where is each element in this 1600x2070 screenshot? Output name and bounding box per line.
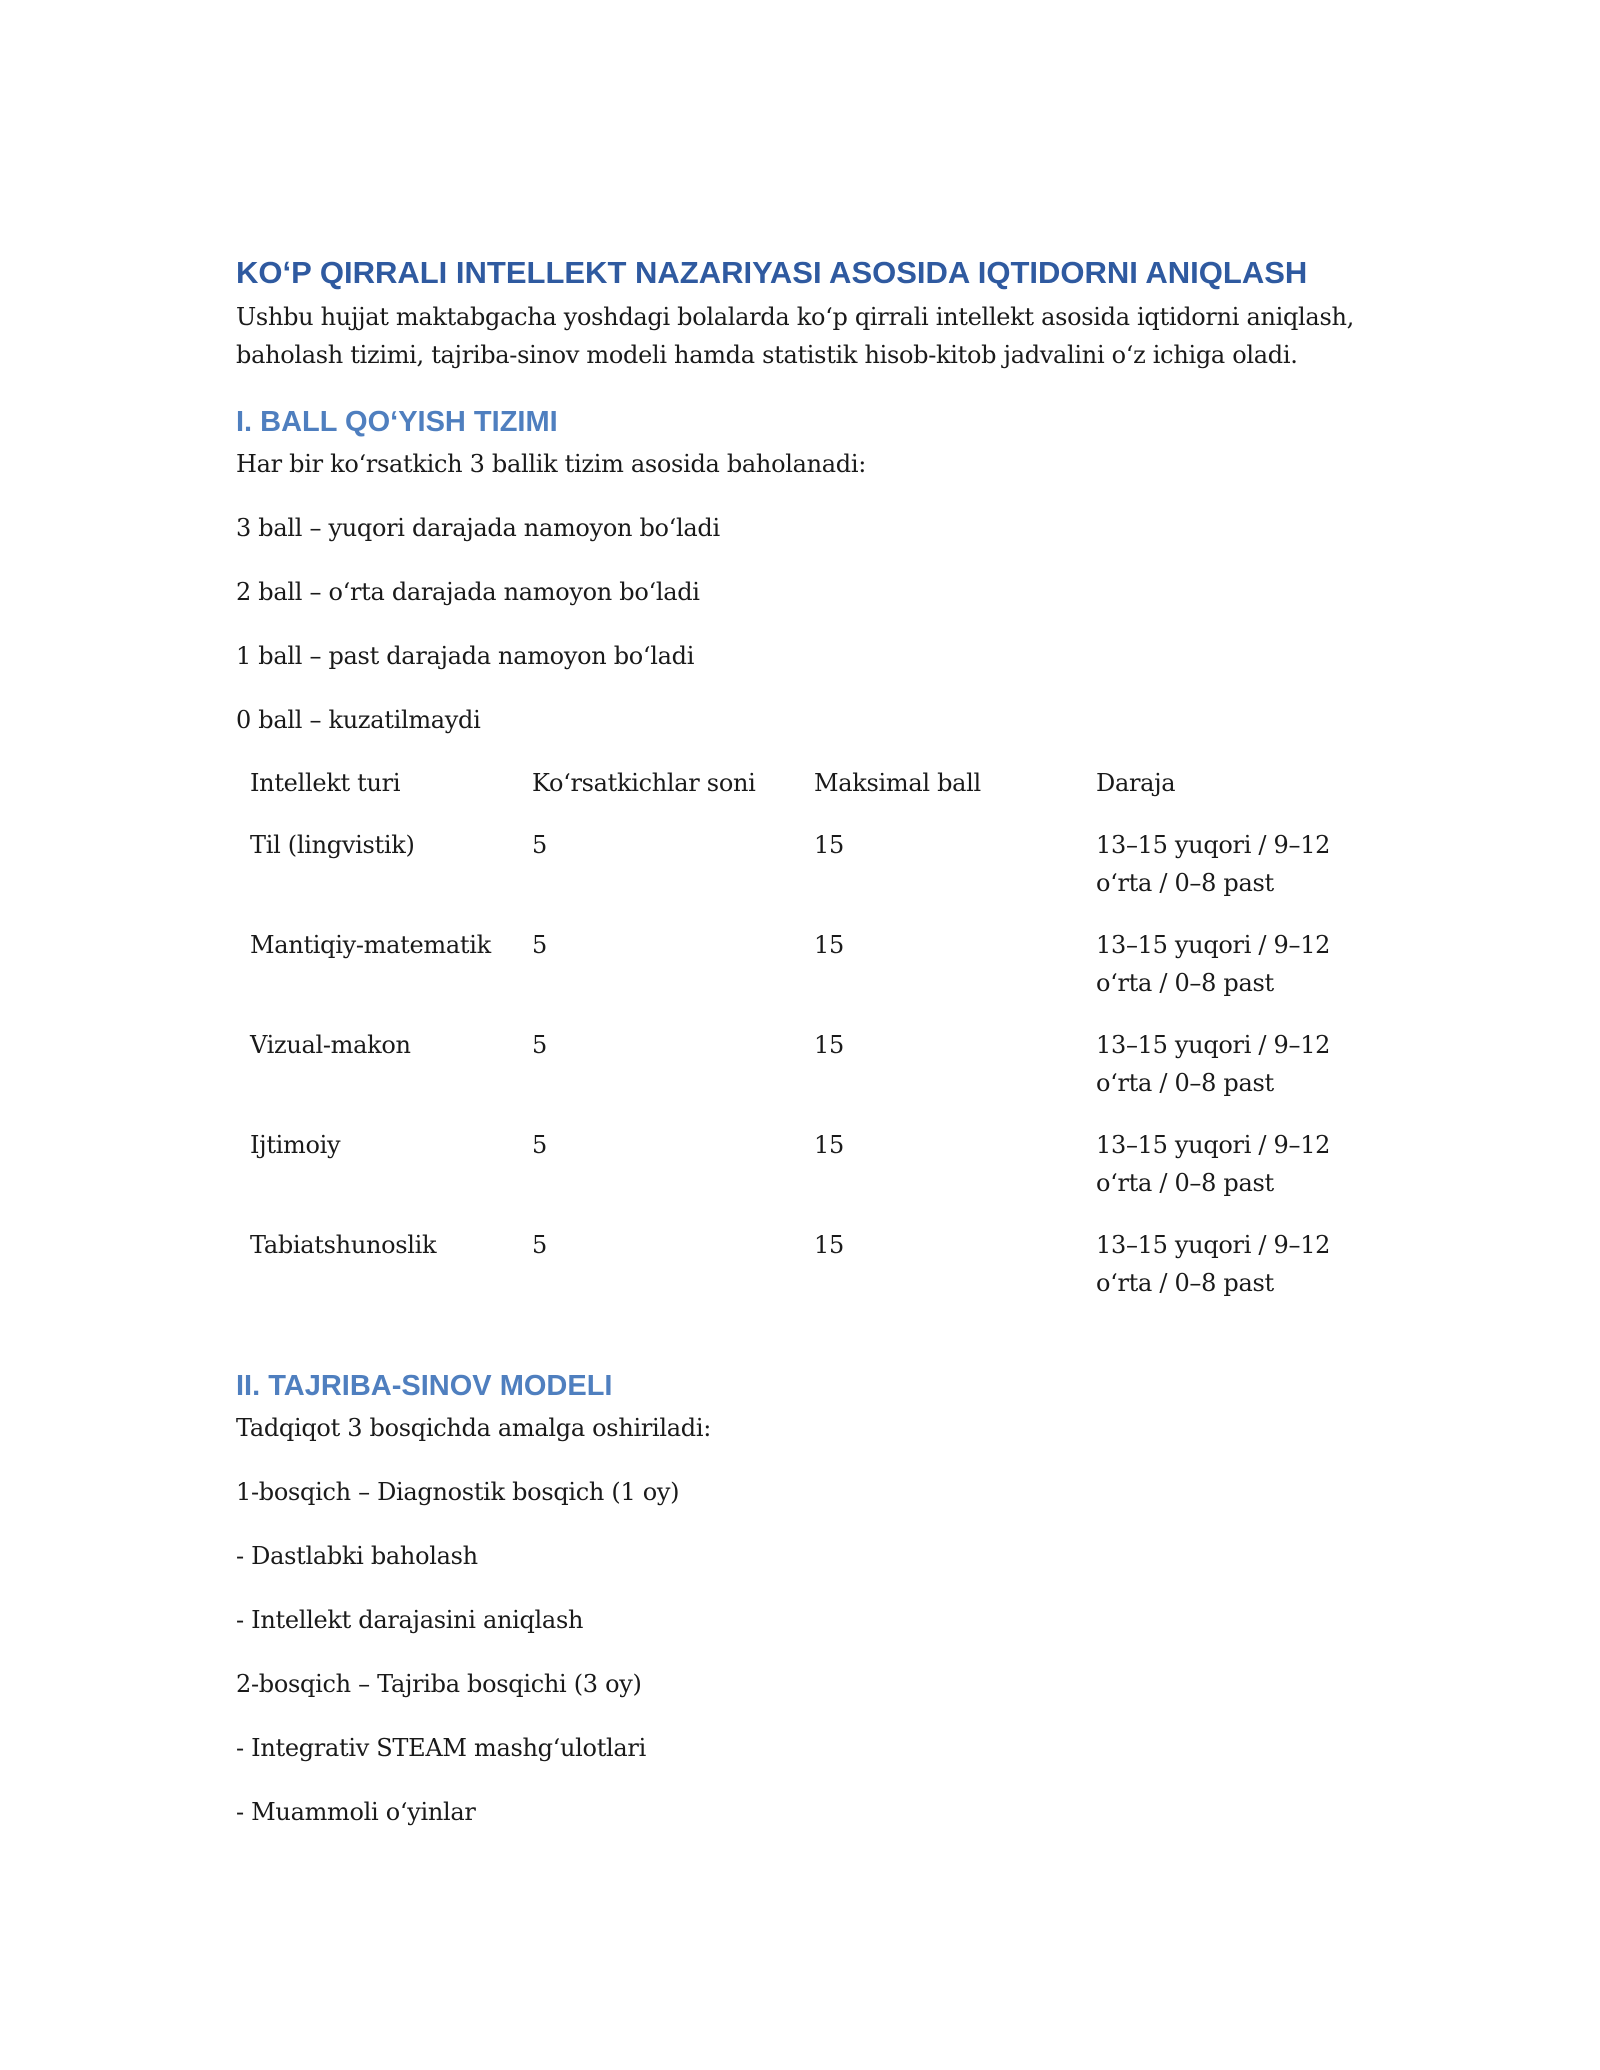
stage-2-task: - Muammoli oʻyinlar — [236, 1798, 476, 1826]
header-indicator-count: Koʻrsatkichlar soni — [532, 769, 756, 797]
cell-level-line-1: 13–15 yuqori / 9–12 — [1096, 831, 1331, 859]
cell-level-line-1: 13–15 yuqori / 9–12 — [1096, 1031, 1331, 1059]
cell-level-line-1: 13–15 yuqori / 9–12 — [1096, 1231, 1331, 1259]
intro-paragraph — [236, 298, 1376, 374]
stage-1-task: - Intellekt darajasini aniqlash — [236, 1606, 584, 1634]
cell-indicator-count: 5 — [532, 931, 547, 959]
cell-indicator-count: 5 — [532, 1231, 547, 1259]
table-row — [236, 1026, 1350, 1126]
intro-line-2: baholash tizimi, tajriba-sinov modeli hamda statistik hisob-kitob jadvalini oʻz ichiga oladi. — [236, 341, 1298, 369]
cell-indicator-count: 5 — [532, 1131, 547, 1159]
cell-intellect-type: Tabiatshunoslik — [250, 1231, 437, 1259]
stage-1-task: - Dastlabki baholash — [236, 1542, 478, 1570]
section-2-heading: II. TAJRIBA-SINOV MODELI — [236, 1370, 613, 1402]
cell-max-score: 15 — [814, 931, 844, 959]
stage-2-task: - Integrativ STEAM mashgʻulotlari — [236, 1734, 646, 1762]
document-page — [236, 250, 1376, 1832]
table-row — [236, 826, 1350, 926]
cell-max-score: 15 — [814, 1131, 844, 1159]
intro-line-1: Ushbu hujjat maktabgacha yoshdagi bolalarda koʻp qirrali intellekt asosida iqtidorni aniqlash, — [236, 303, 1354, 331]
cell-indicator-count: 5 — [532, 831, 547, 859]
scoring-table — [236, 764, 1350, 1326]
cell-intellect-type: Til (lingvistik) — [250, 831, 415, 859]
cell-intellect-type: Ijtimoiy — [250, 1131, 341, 1159]
header-level: Daraja — [1096, 769, 1176, 797]
stage-2-title: 2-bosqich – Tajriba bosqichi (3 oy) — [236, 1670, 642, 1698]
cell-intellect-type: Mantiqiy-matematik — [250, 931, 491, 959]
section-2-lead: Tadqiqot 3 bosqichda amalga oshiriladi: — [236, 1414, 712, 1442]
cell-max-score: 15 — [814, 1231, 844, 1259]
cell-level — [1082, 926, 1350, 1026]
table-row — [236, 1226, 1350, 1326]
table-row — [236, 926, 1350, 1026]
cell-level-line-2: oʻrta / 0–8 past — [1096, 869, 1274, 897]
cell-level — [1082, 1126, 1350, 1226]
cell-level-line-1: 13–15 yuqori / 9–12 — [1096, 1131, 1331, 1159]
header-max-score: Maksimal ball — [814, 769, 981, 797]
section-1-lead: Har bir koʻrsatkich 3 ballik tizim asosida baholanadi: — [236, 450, 867, 478]
scale-item-1: 1 ball – past darajada namoyon boʻladi — [236, 642, 695, 670]
cell-max-score: 15 — [814, 831, 844, 859]
cell-level — [1082, 1226, 1350, 1326]
cell-indicator-count: 5 — [532, 1031, 547, 1059]
table-header-row — [236, 764, 1350, 826]
cell-level-line-2: oʻrta / 0–8 past — [1096, 969, 1274, 997]
cell-max-score: 15 — [814, 1031, 844, 1059]
cell-intellect-type: Vizual-makon — [250, 1031, 411, 1059]
section-1-heading: I. BALL QOʻYISH TIZIMI — [236, 406, 558, 438]
cell-level — [1082, 826, 1350, 926]
header-intellect-type: Intellekt turi — [250, 769, 401, 797]
cell-level — [1082, 1026, 1350, 1126]
cell-level-line-2: oʻrta / 0–8 past — [1096, 1269, 1274, 1297]
cell-level-line-1: 13–15 yuqori / 9–12 — [1096, 931, 1331, 959]
stage-1-title: 1-bosqich – Diagnostik bosqich (1 oy) — [236, 1478, 680, 1506]
table-row — [236, 1126, 1350, 1226]
document-title: KOʻP QIRRALI INTELLEKT NAZARIYASI ASOSIDA IQTIDORNI ANIQLASH — [236, 255, 1308, 290]
cell-level-line-2: oʻrta / 0–8 past — [1096, 1169, 1274, 1197]
cell-level-line-2: oʻrta / 0–8 past — [1096, 1069, 1274, 1097]
scale-item-0: 0 ball – kuzatilmaydi — [236, 706, 481, 734]
scale-item-2: 2 ball – oʻrta darajada namoyon boʻladi — [236, 578, 700, 606]
scale-item-3: 3 ball – yuqori darajada namoyon boʻladi — [236, 514, 720, 542]
